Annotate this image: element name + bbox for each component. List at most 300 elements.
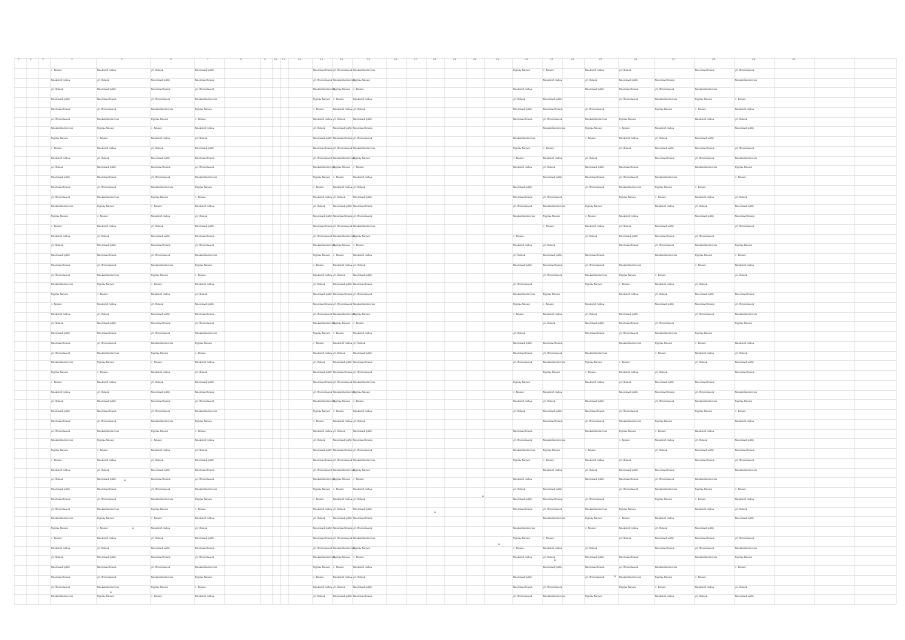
table-cell: Бинавойшомосна	[655, 176, 677, 179]
table-cell: Бинамой сайнь	[543, 156, 563, 160]
table-cell: Бинавойшомосна	[333, 390, 355, 394]
table-cell: Бинавойшомосна	[333, 78, 355, 82]
table-cell: Бинамой сайнь	[151, 215, 171, 218]
table-cell: Бурмы Бинна	[695, 488, 712, 491]
stray-mark: в	[110, 590, 112, 594]
table-cell: с. Бинна	[695, 575, 706, 579]
table-cell: Бурмы Бинна	[151, 117, 168, 121]
table-cell: с. Бинна	[735, 254, 746, 257]
table-cell: Бинзовый рабо	[151, 390, 171, 394]
table-cell: Бурмы Бинна	[585, 361, 602, 365]
table-cell: ул. Бинна	[333, 117, 346, 121]
table-cell: Бурмы Бинна	[585, 595, 602, 599]
table-cell: Бинзовы Бинна	[51, 497, 71, 501]
table-cell: Бинзовый рабо	[513, 497, 533, 501]
table-cell: ул. Бинна	[513, 98, 526, 101]
table-cell: Бинавойшомосна	[585, 117, 607, 121]
table-cell: ул. Бинна	[543, 322, 556, 326]
table-cell: с. Бинна	[585, 215, 596, 218]
table-cell: Бинавойшомосна	[151, 341, 173, 345]
table-cell: Бурмы Бинна	[543, 449, 560, 452]
table-cell: Бинзовы Бинна	[353, 595, 373, 599]
table-cell: ул. Вокзальная	[51, 117, 71, 121]
table-cell: ул. Бинна	[313, 439, 326, 443]
table-cell: Бурмы Бинна	[513, 536, 530, 540]
table-cell: Бинамой сайнь	[585, 458, 605, 462]
table-cell: Бурмы Бинна	[313, 332, 330, 335]
table-cell: с. Бинна	[695, 107, 706, 111]
table-cell: Бинзовы Бинна	[333, 215, 353, 218]
table-cell: с. Бинна	[333, 488, 344, 491]
table-cell: Бинзовый рабо	[735, 361, 755, 365]
table-cell: Бинамой сайнь	[333, 107, 353, 111]
table-cell: ул. Бинна	[195, 293, 208, 296]
table-cell: Бинзовы Бинна	[151, 400, 171, 404]
table-cell: Бурмы Бинна	[195, 497, 212, 501]
table-cell: Бурмы Бинна	[333, 322, 350, 326]
table-cell: ул. Вокзальная	[585, 263, 605, 267]
table-cell: с. Бинна	[313, 497, 324, 501]
table-cell: Бинамой сайнь	[51, 312, 71, 316]
table-cell: Бинамой сайнь	[333, 497, 353, 501]
table-cell: Бинзовы Бинна	[543, 107, 563, 111]
table-cell: Бурмы Бинна	[97, 361, 114, 365]
table-cell: Бинзовы Бинна	[313, 536, 333, 540]
table-cell: Бинамой сайнь	[97, 146, 117, 150]
table-cell: Бинамой сайнь	[333, 263, 353, 267]
table-cell: с. Бинна	[353, 244, 364, 248]
table-cell: Бурмы Бинна	[655, 419, 672, 423]
table-cell: Бурмы Бинна	[585, 517, 602, 521]
table-cell: Бинзовый рабо	[513, 185, 533, 189]
table-cell: Бинавойшомосна	[619, 185, 641, 189]
table-cell: Бинзовый рабо	[151, 234, 171, 238]
table-cell: Бинзовый рабо	[543, 566, 563, 569]
table-cell: с. Бинна	[543, 536, 554, 540]
table-cell: Бурмы Бинна	[313, 176, 330, 179]
table-cell: Бинамой сайнь	[333, 341, 353, 345]
table-cell: ул. Бинна	[97, 390, 110, 394]
table-cell: ул. Бинна	[353, 419, 366, 423]
table-cell: с. Бинна	[543, 458, 554, 462]
table-cell: Бинзовы Бинна	[151, 556, 171, 560]
table-cell: Бинзовый рабо	[313, 527, 333, 530]
table-cell: Бинзовы Бинна	[51, 107, 71, 111]
table-cell: ул. Бинна	[51, 478, 64, 482]
table-cell: ул. Вокзальная	[313, 78, 333, 82]
table-cell: Бурмы Бинна	[333, 400, 350, 404]
table-cell: Бурмы Бинна	[195, 185, 212, 189]
table-cell: ул. Бинна	[353, 341, 366, 345]
table-cell: Бинзовый рабо	[151, 468, 171, 472]
table-cell: с. Бинна	[195, 273, 206, 277]
table-cell: ул. Бинна	[51, 556, 64, 560]
table-cell: ул. Вокзальная	[695, 390, 715, 394]
table-cell: Бурмы Бинна	[655, 107, 672, 111]
table-cell: Бинамой сайнь	[195, 127, 215, 131]
table-cell: Бинавойшомосна	[543, 205, 565, 209]
table-cell: Бинамой сайнь	[333, 575, 353, 579]
table-cell: с. Бинна	[695, 497, 706, 501]
table-cell: Бинамой сайнь	[353, 98, 373, 101]
table-cell: Бинавойшомосна	[333, 156, 355, 160]
table-cell: Бинамой сайнь	[619, 215, 639, 218]
table-cell: ул. Бинна	[695, 361, 708, 365]
table-cell: Бинзовый рабо	[51, 176, 71, 179]
table-cell: Бурмы Бинна	[655, 185, 672, 189]
column-header-label: 2	[30, 58, 32, 61]
table-cell: ул. Бинна	[619, 380, 632, 384]
table-cell: Бинавойшомосна	[353, 302, 375, 306]
table-cell: ул. Бинна	[97, 546, 110, 550]
table-cell: ул. Вокзальная	[333, 458, 353, 462]
table-cell: Бурмы Бинна	[195, 419, 212, 423]
table-cell: Бурмы Бинна	[97, 595, 114, 599]
table-cell: с. Бинна	[97, 137, 108, 140]
table-cell: Бинзовый рабо	[735, 127, 755, 131]
table-cell: ул. Бинна	[195, 137, 208, 140]
table-cell: Бинамой сайнь	[513, 556, 533, 560]
table-cell: Бинзовы Бинна	[151, 322, 171, 326]
table-cell: Бурмы Бинна	[513, 458, 530, 462]
table-cell: Бинавойшомосна	[695, 478, 717, 482]
stray-mark: в	[132, 526, 134, 530]
table-cell: Бинавойшомосна	[51, 361, 73, 365]
table-cell: Бинзовы Бинна	[195, 234, 215, 238]
table-cell: Бинавойшомосна	[195, 254, 217, 257]
table-cell: с. Бинна	[513, 390, 524, 394]
column-header-label: 23	[550, 58, 554, 61]
table-cell: Бинавойшомосна	[543, 439, 565, 443]
table-cell: Бинавойшомосна	[97, 585, 119, 589]
table-cell: Бинзовы Бинна	[195, 78, 215, 82]
column-header-label: 25	[599, 58, 603, 61]
table-cell: Бинзовы Бинна	[513, 429, 533, 433]
table-cell: Бинамой сайнь	[195, 517, 215, 521]
table-cell: ул. Вокзальная	[313, 156, 333, 160]
table-cell: Бинамой сайнь	[513, 478, 533, 482]
table-cell: ул. Вокзальная	[619, 98, 639, 101]
table-cell: Бинамой сайнь	[585, 380, 605, 384]
table-cell: Бинзовый рабо	[695, 527, 715, 530]
table-cell: ул. Бинна	[313, 205, 326, 209]
table-cell: Бинамой сайнь	[655, 205, 675, 209]
table-cell: с. Бинна	[333, 332, 344, 335]
table-cell: ул. Вокзальная	[97, 263, 117, 267]
table-cell: ул. Вокзальная	[585, 419, 605, 423]
table-cell: Бинавойшомосна	[655, 488, 677, 491]
table-cell: Бинавойшомосна	[585, 507, 607, 511]
table-cell: Бинавойшомосна	[735, 546, 757, 550]
table-cell: ул. Бинна	[655, 137, 668, 140]
table-cell: с. Бинна	[97, 293, 108, 296]
table-cell: Бурмы Бинна	[619, 429, 636, 433]
table-cell: с. Бинна	[619, 517, 630, 521]
table-cell: с. Бинна	[51, 302, 62, 306]
table-cell: с. Бинна	[543, 224, 554, 228]
table-cell: Бинзовы Бинна	[353, 127, 373, 131]
table-cell: с. Бинна	[97, 371, 108, 374]
table-cell: с. Бинна	[513, 546, 524, 550]
table-cell: Бинзовы Бинна	[513, 195, 533, 199]
table-cell: Бурмы Бинна	[51, 371, 68, 374]
table-cell: с. Бинна	[585, 527, 596, 530]
table-cell: с. Бинна	[97, 527, 108, 530]
table-cell: с. Бинна	[51, 146, 62, 150]
table-cell: ул. Вокзальная	[619, 176, 639, 179]
table-cell: с. Бинна	[151, 595, 162, 599]
table-cell: Бинзовый рабо	[695, 449, 715, 452]
table-cell: Бурмы Бинна	[619, 195, 636, 199]
table-cell: Бинавойшомосна	[195, 566, 217, 569]
table-cell: Бинавойшомосна	[333, 546, 355, 550]
table-cell: Бинзовый рабо	[333, 361, 353, 365]
table-cell: Бурмы Бинна	[619, 585, 636, 589]
table-cell: Бурмы Бинна	[735, 244, 752, 248]
table-cell: Бинамой сайнь	[353, 566, 373, 569]
table-cell: Бинзовы Бинна	[51, 419, 71, 423]
table-cell: с. Бинна	[735, 176, 746, 179]
table-cell: Бурмы Бинна	[735, 400, 752, 404]
table-cell: Бинзовый рабо	[513, 575, 533, 579]
column-header-label: 22	[525, 58, 529, 61]
table-cell: с. Бинна	[695, 341, 706, 345]
table-cell: Бинамой сайнь	[97, 536, 117, 540]
table-cell: Бурмы Бинна	[97, 205, 114, 209]
table-cell: ул. Бинна	[151, 68, 164, 72]
table-cell: ул. Вокзальная	[513, 283, 533, 287]
table-cell: с. Бинна	[619, 127, 630, 131]
table-cell: Бинамой сайнь	[735, 497, 755, 501]
table-cell: Бинамой сайнь	[151, 527, 171, 530]
table-cell: с. Бинна	[195, 351, 206, 355]
table-cell: Бинзовый рабо	[619, 468, 639, 472]
table-cell: Бинзовы Бинна	[513, 117, 533, 121]
table-cell: Бинавойшомосна	[735, 312, 757, 316]
table-cell: Бинзовый рабо	[619, 312, 639, 316]
table-cell: Бурмы Бинна	[353, 156, 370, 160]
table-cell: Бинамой сайнь	[195, 205, 215, 209]
table-cell: Бурмы Бинна	[313, 98, 330, 101]
table-cell: ул. Вокзальная	[619, 410, 639, 413]
table-cell: ул. Вокзальная	[195, 556, 215, 560]
table-cell: Бинзовы Бинна	[333, 527, 353, 530]
table-cell: с. Бинна	[333, 410, 344, 413]
table-cell: Бинзовы Бинна	[619, 166, 639, 170]
table-cell: Бинавойшомосна	[195, 176, 217, 179]
table-cell: Бинамой сайнь	[353, 410, 373, 413]
table-cell: Бинзовый рабо	[543, 176, 563, 179]
table-cell: ул. Бинна	[151, 536, 164, 540]
table-cell: Бинзовый рабо	[313, 293, 333, 296]
column-header-label: 5	[121, 58, 123, 61]
table-cell: Бинамой сайнь	[735, 341, 755, 345]
table-cell: ул. Вокзальная	[353, 449, 373, 452]
table-cell: ул. Бинна	[695, 283, 708, 287]
table-cell: ул. Вокзальная	[735, 68, 755, 72]
table-cell: с. Бинна	[151, 127, 162, 131]
table-cell: ул. Бинна	[195, 371, 208, 374]
table-cell: ул. Вокзальная	[543, 117, 563, 121]
table-cell: с. Бинна	[513, 234, 524, 238]
table-cell: Бинзовый рабо	[97, 244, 117, 248]
table-cell: ул. Бинна	[735, 117, 748, 121]
table-cell: с. Бинна	[333, 98, 344, 101]
table-cell: Бинзовый рабо	[655, 146, 675, 150]
table-cell: Бинавойшомосна	[735, 468, 757, 472]
table-cell: Бурмы Бинна	[513, 380, 530, 384]
table-cell: ул. Вокзальная	[97, 419, 117, 423]
table-cell: Бурмы Бинна	[313, 566, 330, 569]
table-cell: Бинзовы Бинна	[585, 566, 605, 569]
column-header-label: 28	[712, 58, 716, 61]
table-cell: Бинзовый рабо	[655, 302, 675, 306]
table-cell: ул. Вокзальная	[195, 166, 215, 170]
table-cell: ул. Вокзальная	[735, 458, 755, 462]
column-header-label: 24	[571, 58, 575, 61]
table-cell: с. Бинна	[195, 507, 206, 511]
table-cell: с. Бинна	[735, 410, 746, 413]
table-cell: Бинзовый рабо	[97, 478, 117, 482]
table-cell: ул. Вокзальная	[313, 468, 333, 472]
table-cell: Бинавойшомосна	[585, 273, 607, 277]
table-cell: Бинавойшомосна	[97, 195, 119, 199]
table-cell: Бинамой сайнь	[513, 400, 533, 404]
table-cell: Бинавойшомосна	[51, 439, 73, 443]
table-cell: Бинзовы Бинна	[313, 302, 333, 306]
table-cell: ул. Вокзальная	[97, 497, 117, 501]
table-cell: ул. Вокзальная	[353, 371, 373, 374]
table-cell: ул. Бинна	[735, 585, 748, 589]
table-cell: Бинзовы Бинна	[619, 88, 639, 92]
table-cell: ул. Вокзальная	[543, 351, 563, 355]
table-cell: Бинзовы Бинна	[333, 449, 353, 452]
table-cell: Бурмы Бинна	[735, 322, 752, 326]
table-cell: ул. Вокзальная	[695, 546, 715, 550]
table-cell: с. Бинна	[195, 117, 206, 121]
table-cell: Бинамой сайнь	[735, 419, 755, 423]
table-cell: Бинзовый рабо	[333, 205, 353, 209]
table-cell: ул. Вокзальная	[51, 195, 71, 199]
table-cell: с. Бинна	[543, 146, 554, 150]
table-cell: ул. Бинна	[51, 244, 64, 248]
table-cell: Бинзовы Бинна	[655, 546, 675, 550]
table-cell: Бурмы Бинна	[353, 468, 370, 472]
table-cell: Бинзовы Бинна	[313, 224, 333, 228]
table-cell: Бурмы Бинна	[695, 254, 712, 257]
table-cell: Бинзовый рабо	[333, 283, 353, 287]
table-cell: Бинамой сайнь	[333, 419, 353, 423]
table-cell: Бинавойшомосна	[51, 595, 73, 599]
table-cell: Бинавойшомосна	[695, 88, 717, 92]
table-cell: Бинамой сайнь	[543, 312, 563, 316]
table-cell: Бинзовы Бинна	[333, 137, 353, 140]
table-cell: Бинавойшомосна	[353, 536, 375, 540]
table-cell: Бинзовы Бинна	[585, 332, 605, 335]
table-cell: с. Бинна	[313, 575, 324, 579]
table-cell: ул. Бинна	[619, 68, 632, 72]
table-cell: Бинавойшомосна	[195, 488, 217, 491]
table-cell: с. Бинна	[313, 107, 324, 111]
table-cell: Бинзовый рабо	[195, 302, 215, 306]
table-cell: Бурмы Бинна	[195, 575, 212, 579]
column-header-label: 4	[71, 58, 73, 61]
table-cell: Бинзовый рабо	[543, 488, 563, 491]
table-cell: Бинзовы Бинна	[51, 575, 71, 579]
stray-mark: в	[614, 574, 616, 578]
table-cell: Бинамой сайнь	[51, 156, 71, 160]
table-cell: ул. Бинна	[513, 488, 526, 491]
table-cell: ул. Вокзальная	[195, 244, 215, 248]
table-cell: Бинамой сайнь	[695, 507, 715, 511]
table-cell: ул. Бинна	[585, 546, 598, 550]
table-cell: Бинзовы Бинна	[655, 78, 675, 82]
table-cell: ул. Бинна	[333, 195, 346, 199]
table-cell: Бинавойшомосна	[619, 263, 641, 267]
table-cell: Бинавойшомосна	[353, 146, 375, 150]
table-cell: ул. Бинна	[513, 254, 526, 257]
table-cell: Бинзовый рабо	[619, 234, 639, 238]
table-cell: Бурмы Бинна	[151, 507, 168, 511]
table-cell: ул. Бинна	[543, 166, 556, 170]
table-cell: Бинамой сайнь	[313, 273, 333, 277]
table-cell: Бинамой сайнь	[313, 507, 333, 511]
table-cell: Бинамой сайнь	[695, 117, 715, 121]
table-cell: ул. Вокзальная	[543, 585, 563, 589]
table-cell: Бурмы Бинна	[97, 127, 114, 131]
table-cell: ул. Вокзальная	[151, 176, 171, 179]
table-cell: с. Бинна	[695, 185, 706, 189]
table-cell: Бинамой сайнь	[97, 68, 117, 72]
table-cell: Бинавойшомосна	[655, 332, 677, 335]
stray-mark: в	[434, 510, 436, 514]
table-cell: ул. Вокзальная	[195, 478, 215, 482]
table-cell: Бурмы Бинна	[513, 68, 530, 72]
table-cell: Бурмы Бинна	[51, 137, 68, 140]
table-cell: Бинзовый рабо	[97, 322, 117, 326]
table-cell: Бинзовы Бинна	[353, 517, 373, 521]
stray-mark: в	[482, 494, 484, 498]
table-cell: с. Бинна	[313, 185, 324, 189]
table-cell: с. Бинна	[513, 312, 524, 316]
table-cell: Бинзовый рабо	[513, 341, 533, 345]
table-cell: ул. Вокзальная	[655, 478, 675, 482]
table-cell: ул. Вокзальная	[151, 332, 171, 335]
table-cell: Бурмы Бинна	[735, 556, 752, 560]
table-cell: ул. Бинна	[195, 215, 208, 218]
table-cell: ул. Вокзальная	[97, 575, 117, 579]
table-cell: Бурмы Бинна	[313, 410, 330, 413]
table-cell: Бинзовы Бинна	[585, 176, 605, 179]
table-cell: с. Бинна	[543, 302, 554, 306]
table-cell: Бинзовы Бинна	[151, 88, 171, 92]
table-cell: Бинамой сайнь	[51, 468, 71, 472]
table-cell: с. Бинна	[51, 536, 62, 540]
table-cell: Бинзовый рабо	[195, 146, 215, 150]
table-cell: Бинамой сайнь	[695, 429, 715, 433]
table-cell: ул. Вокзальная	[195, 400, 215, 404]
table-cell: Бинзовы Бинна	[353, 439, 373, 443]
table-cell: ул. Бинна	[333, 429, 346, 433]
column-header-label: 15	[367, 58, 371, 61]
table-cell: Бинамой сайнь	[543, 78, 563, 82]
column-header-label: 6	[170, 58, 172, 61]
table-cell: Бинзовый рабо	[513, 263, 533, 267]
table-cell: Бинамой сайнь	[151, 371, 171, 374]
table-cell: Бинавойшомосна	[333, 234, 355, 238]
table-cell: с. Бинна	[333, 254, 344, 257]
table-cell: Бинзовы Бинна	[513, 507, 533, 511]
